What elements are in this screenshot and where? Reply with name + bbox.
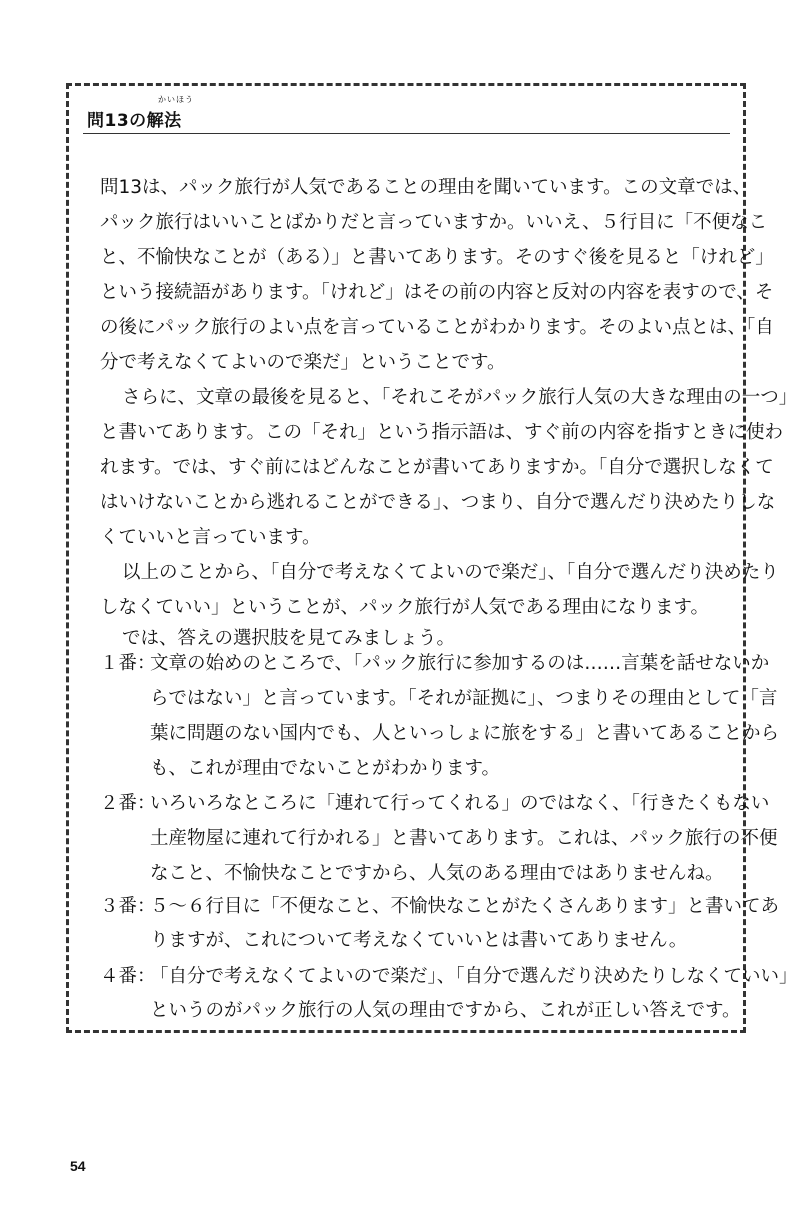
answer-2-line-3: なこと、不愉快なことですから、人気のある理由ではありませんね。 <box>150 863 724 884</box>
answer-3-line-2: りますが、これについて考えなくていいとは書いてありません。 <box>150 930 688 951</box>
answer-3-label: ３番： <box>100 896 156 917</box>
paragraph-2-line-3: れます。では、すぐ前にはどんなことが書いてありますか。「自分で選択しなくて <box>100 457 774 478</box>
answer-2-line-2: 土産物屋に連れて行かれる」と書いてあります。これは、パック旅行の不便 <box>150 828 778 849</box>
answer-2-label: ２番： <box>100 793 156 814</box>
paragraph-1-line-5: の後にパック旅行のよい点を言っていることがわかります。そのよい点とは、「自 <box>100 317 774 338</box>
page-number: 54 <box>70 1158 86 1174</box>
paragraph-2-line-2: と書いてあります。この「それ」という指示語は、すぐ前の内容を指すときに使わ <box>100 422 784 443</box>
answer-3-line-1: ５～６行目に「不便なこと、不愉快なことがたくさんあります」と書いてあ <box>150 896 780 917</box>
answer-1-line-3: 葉に問題のない国内でも、人といっしょに旅をする」と書いてあることから <box>150 723 780 744</box>
section-title-ruby: かいほう <box>158 95 194 104</box>
answer-4-label: ４番： <box>100 966 156 987</box>
section-title: 問13の解法 <box>87 111 182 131</box>
answer-4-line-2: というのがパック旅行の人気の理由ですから、これが正しい答えです。 <box>150 1000 741 1021</box>
paragraph-1-line-4: という接続語があります。「けれど」はその前の内容と反対の内容を表すので、そ <box>100 282 774 303</box>
paragraph-4-line-1: では、答えの選択肢を見てみましょう。 <box>122 628 456 649</box>
paragraph-2-line-1: さらに、文章の最後を見ると、「それこそがパック旅行人気の大きな理由の一つ」 <box>122 387 798 408</box>
paragraph-2-line-5: くていいと言っています。 <box>100 527 321 548</box>
paragraph-1-line-2: パック旅行はいいことばかりだと言っていますか。いいえ、５行目に「不便なこ <box>100 212 768 233</box>
paragraph-1-line-1: 問13は、パック旅行が人気であることの理由を聞いています。この文章では、 <box>100 177 752 198</box>
answer-2-line-1: いろいろなところに「連れて行ってくれる」のではなく、「行きたくもない <box>150 793 770 814</box>
paragraph-2-line-4: はいけないことから逃れることができる」、つまり、自分で選んだり決めたりしな <box>100 492 776 513</box>
paragraph-1-line-6: 分で考えなくてよいので楽だ」ということです。 <box>100 352 506 373</box>
answer-1-line-4: も、これが理由でないことがわかります。 <box>150 758 501 779</box>
answer-4-line-1: 「自分で考えなくてよいので楽だ」、「自分で選んだり決めたりしなくていい」 <box>150 966 798 987</box>
paragraph-1-line-3: と、不愉快なことが（ある）」と書いてあります。そのすぐ後を見ると「けれど」 <box>100 247 774 268</box>
answer-1-line-1: 文章の始めのところで、「パック旅行に参加するのは……言葉を話せないか <box>150 653 770 674</box>
answer-1-line-2: らではない」と言っています。「それが証拠に」、つまりその理由として「言 <box>150 688 778 709</box>
answer-1-label: １番： <box>100 653 156 674</box>
paragraph-3-line-2: しなくていい」ということが、パック旅行が人気である理由になります。 <box>100 597 710 618</box>
paragraph-3-line-1: 以上のことから、「自分で考えなくてよいので楽だ」、「自分で選んだり決めたり <box>122 562 779 583</box>
